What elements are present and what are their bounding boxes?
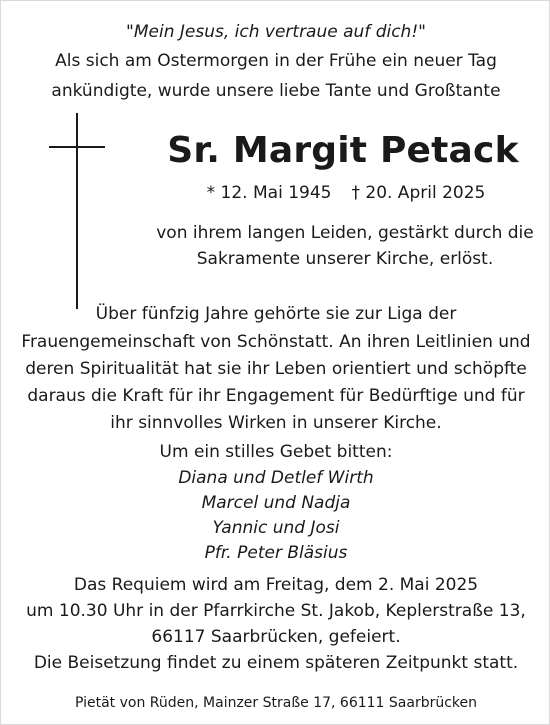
- death-date: † 20. April 2025: [351, 183, 486, 203]
- mourner-name: Pfr. Peter Bläsius: [204, 543, 348, 563]
- mourner-name: Yannic und Josi: [212, 518, 340, 538]
- intro-line: ankündigte, wurde unsere liebe Tante und Großtante: [51, 81, 501, 101]
- biography-line: daraus die Kraft für ihr Engagement für Bedürftige und für: [27, 386, 525, 406]
- requiem-line: Die Beisetzung findet zu einem späteren Zeitpunkt statt.: [33, 653, 519, 673]
- birth-date: * 12. Mai 1945: [206, 183, 332, 203]
- mourner-name: Diana und Detlef Wirth: [178, 468, 374, 488]
- life-dates: [181, 181, 511, 205]
- cross-horizontal-bar: [49, 146, 105, 148]
- biography-line: Frauengemeinschaft von Schönstatt. An ihren Leitlinien und: [21, 332, 531, 352]
- cross-vertical-bar: [76, 113, 78, 309]
- requiem-line: um 10.30 Uhr in der Pfarrkirche St. Jakob, Keplerstraße 13,: [26, 601, 526, 621]
- requiem-line: 66117 Saarbrücken, gefeiert.: [151, 627, 401, 647]
- prayer-request: Um ein stilles Gebet bitten:: [159, 442, 393, 462]
- biography-line: Über fünfzig Jahre gehörte sie zur Liga der: [95, 304, 457, 324]
- biography-line: ihr sinnvolles Wirken in unserer Kirche.: [110, 413, 442, 433]
- intro-line: Als sich am Ostermorgen in der Frühe ein neuer Tag: [55, 51, 497, 71]
- funeral-home: Pietät von Rüden, Mainzer Straße 17, 66111 Saarbrücken: [74, 695, 478, 711]
- motto: "Mein Jesus, ich vertraue auf dich!": [126, 22, 426, 42]
- mourner-name: Marcel und Nadja: [201, 493, 351, 513]
- deceased-name: Sr. Margit Petack: [167, 130, 519, 171]
- biography-line: deren Spiritualität hat sie ihr Leben orientiert und schöpfte: [25, 359, 527, 379]
- death-text-line: von ihrem langen Leiden, gestärkt durch die: [156, 223, 534, 243]
- requiem-line: Das Requiem wird am Freitag, dem 2. Mai 2025: [73, 575, 479, 595]
- death-text-line: Sakramente unserer Kirche, erlöst.: [196, 249, 494, 269]
